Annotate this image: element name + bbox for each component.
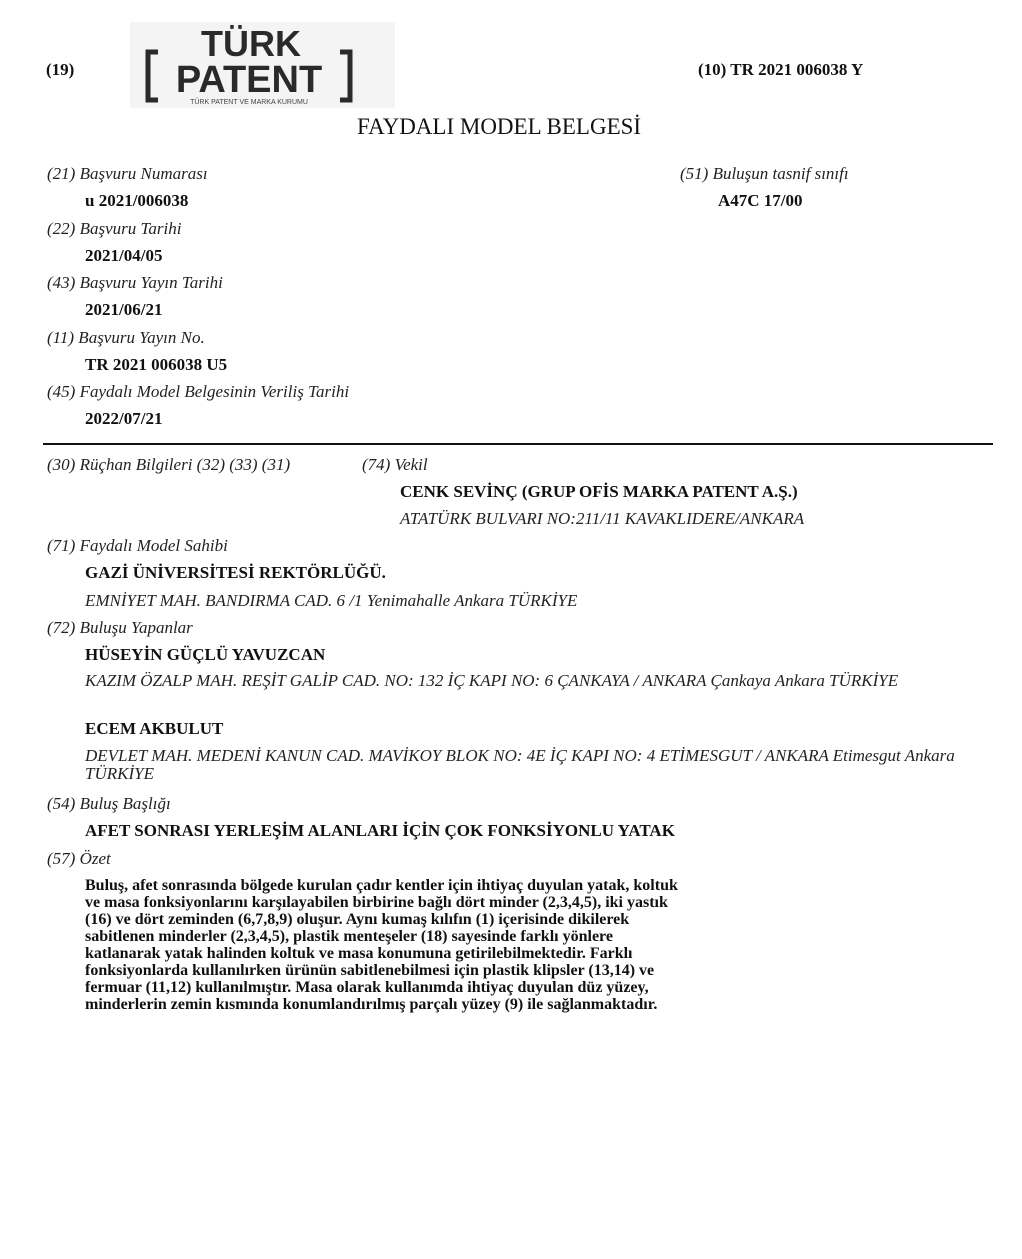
invention-title-label: (54) Buluş Başlığı bbox=[47, 794, 171, 813]
document-title: FAYDALI MODEL BELGESİ bbox=[357, 114, 642, 139]
abstract-label: (57) Özet bbox=[47, 849, 111, 868]
publication-no-label: (11) Başvuru Yayın No. bbox=[47, 328, 205, 347]
grant-date-label: (45) Faydalı Model Belgesinin Veriliş Tarihi bbox=[47, 382, 350, 401]
priority-label: (30) Rüçhan Bilgileri (32) (33) (31) bbox=[47, 455, 291, 474]
grant-date-value: 2022/07/21 bbox=[85, 409, 163, 428]
application-date-label: (22) Başvuru Tarihi bbox=[47, 219, 182, 238]
logo-text-patent: PATENT bbox=[175, 59, 323, 101]
classification-value: A47C 17/00 bbox=[718, 191, 803, 210]
owner-address: EMNİYET MAH. BANDIRMA CAD. 6 /1 Yenimahalle Ankara TÜRKİYE bbox=[85, 591, 578, 610]
inventor-address: DEVLET MAH. MEDENİ KANUN CAD. MAVİKOY BLOK NO: 4E İÇ KAPI NO: 4 ETİMESGUT / ANKARA Etimesgut Ankara TÜRKİYE bbox=[85, 746, 955, 783]
owner-name: GAZİ ÜNİVERSİTESİ REKTÖRLÜĞÜ. bbox=[85, 563, 386, 582]
separator-rule bbox=[43, 443, 993, 445]
application-date-value: 2021/04/05 bbox=[85, 246, 163, 265]
publication-date-value: 2021/06/21 bbox=[85, 300, 163, 319]
invention-title-value: AFET SONRASI YERLEŞİM ALANLARI İÇİN ÇOK FONKSİYONLU YATAK bbox=[85, 821, 675, 840]
inventor-name: ECEM AKBULUT bbox=[85, 719, 224, 738]
owner-label: (71) Faydalı Model Sahibi bbox=[47, 536, 228, 555]
logo-text-turk: TÜRK bbox=[201, 23, 301, 64]
agent-label: (74) Vekil bbox=[362, 455, 428, 474]
inventor-address: KAZIM ÖZALP MAH. REŞİT GALİP CAD. NO: 132 İÇ KAPI NO: 6 ÇANKAYA / ANKARA Çankaya Ankara TÜRKİYE bbox=[85, 671, 899, 690]
logo-text-subtitle: TÜRK PATENT VE MARKA KURUMU bbox=[190, 99, 308, 106]
agent-address: ATATÜRK BULVARI NO:211/11 KAVAKLIDERE/ANKARA bbox=[400, 509, 805, 528]
application-number-value: u 2021/006038 bbox=[85, 191, 189, 210]
classification-label: (51) Buluşun tasnif sınıfı bbox=[680, 164, 849, 183]
office-code: (19) bbox=[46, 60, 75, 79]
publication-no-value: TR 2021 006038 U5 bbox=[85, 355, 228, 374]
publication-date-label: (43) Başvuru Yayın Tarihi bbox=[47, 273, 223, 292]
abstract-text: Buluş, afet sonrasında bölgede kurulan çadır kentler için ihtiyaç duyulan yatak, koltuk ve masa fonksiyonlarını karşılayabilen birbirine bağlı dört minder (2,3,4,5), iki yastık (16) ve dört zeminden (6,7,8,9) oluşur. Aynı kumaş kılıfın (1) içerisinde dikilerek sabitlenen minderler (2,3,4,5), plastik menteşeler (18) sayesinde farklı yönlere katlanarak yatak halinden koltuk ve masa konumuna getirilebilmektedir. Farklı fonksiyonlarda kullanılırken ürünün sabitlenebilmesi için plastik klipsler (13,14) ve fermuar (11,12) kullanılmıştır. Masa olarak kullanımda ihtiyaç duyulan düz yüzey, minderlerin zemin kısmında konumlandırılmış parçalı yüzey (9) ile sağlanmaktadır. bbox=[85, 877, 678, 1013]
document-number: (10) TR 2021 006038 Y bbox=[698, 60, 864, 79]
agent-name: CENK SEVİNÇ (GRUP OFİS MARKA PATENT A.Ş.) bbox=[400, 482, 798, 501]
inventors-label: (72) Buluşu Yapanlar bbox=[47, 618, 193, 637]
application-number-label: (21) Başvuru Numarası bbox=[47, 164, 208, 183]
inventor-name: HÜSEYİN GÜÇLÜ YAVUZCAN bbox=[85, 645, 326, 664]
turk-patent-logo bbox=[130, 22, 395, 108]
